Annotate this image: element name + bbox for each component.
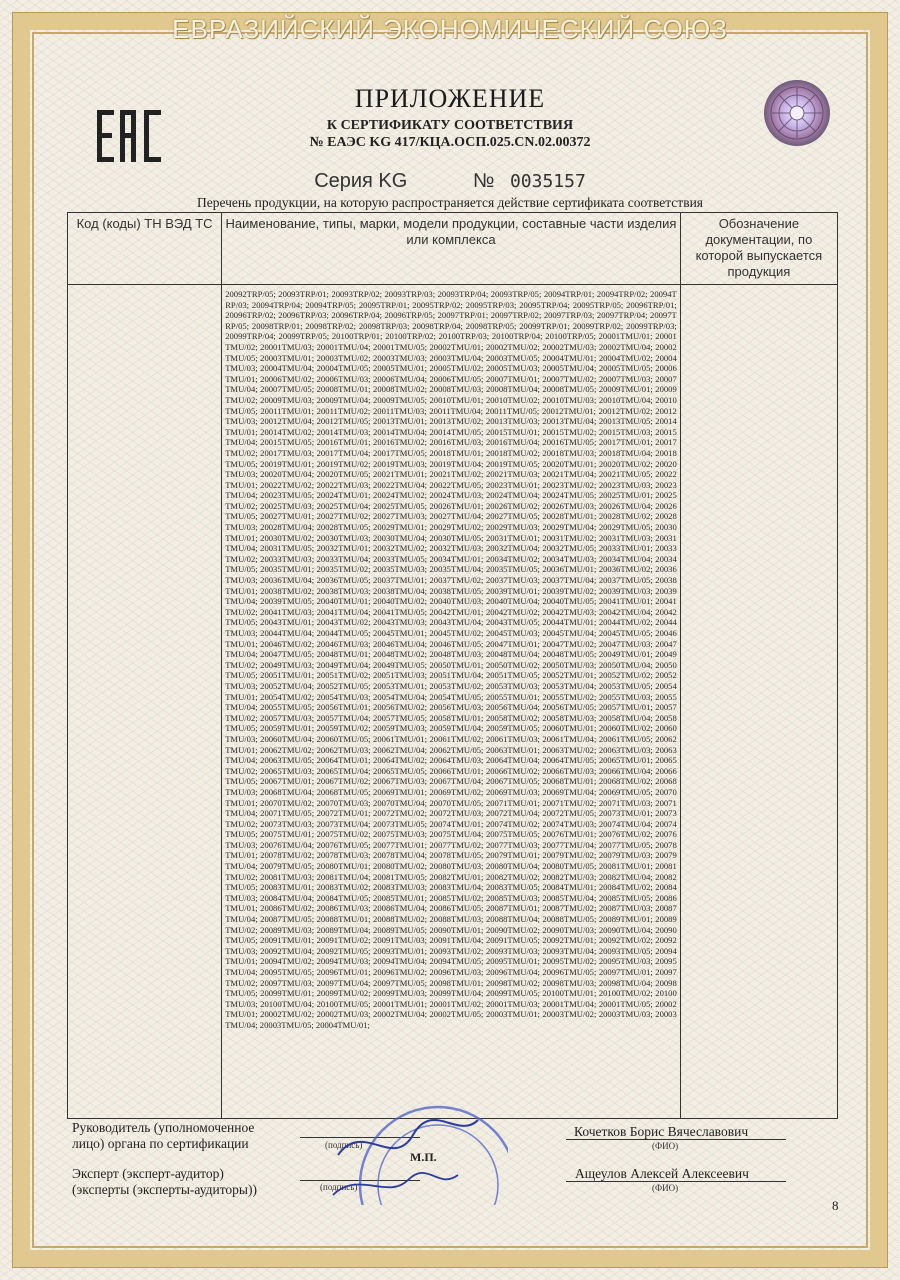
series-line (0, 170, 900, 193)
certificate-subtitle: К СЕРТИФИКАТУ СООТВЕТСТВИЯ (326, 118, 574, 133)
product-models-cell (222, 285, 681, 1119)
head-name-line (566, 1139, 786, 1140)
document-title: ПРИЛОЖЕНИЕ (354, 84, 546, 113)
expert-name-line (566, 1181, 786, 1182)
organization-stamp-icon (318, 1100, 508, 1205)
table-header-row (68, 213, 838, 285)
series-number: 0035157 (509, 171, 586, 192)
certificate-number: № ЕАЭС KG 417/КЦА.ОСП.025.CN.02.00372 (309, 135, 591, 150)
model-codes-text: 20092TRP/05; 20093TRP/01; 20093TRP/02; 20093TRP/03; 20093TRP/04; 20093TRP/05; 20094TRP/01; 20094TRP/02; 20094TRP/03; 20094TRP/04; 20094TRP/05; 20095TRP/01; 20095TRP/02; 20095TRP/03; 20095TRP/04; 20095TRP/05; 20096TRP/01; 20096TRP/02; 20096TRP/03; 20096TRP/04; 20096TRP/05; 20097TRP/01; 20097TRP/02; 20097TRP/03; 20097TRP/04; 20097TRP/05; 20098TRP/01; 20098TRP/02; 20098TRP/03; 20098TRP/04; 20098TRP/05; 20099TRP/01; 20099TRP/02; 20099TRP/03; 20099TRP/04; 20099TRP/05; 20100TRP/01; 20100TRP/02; 20100TRP/03; 20100TRP/04; 20100TRP/05; 20001TMU/01; 20001TMU/02; 20001TMU/03; 20001TMU/04; 20001TMU/05; 20002TMU/01; 20002TMU/02; 20002TMU/03; 20002TMU/04; 20002TMU/05; 20003TMU/01; 20003TMU/02; 20003TMU/03; 20003TMU/04; 20003TMU/05; 20004TMU/01; 20004TMU/02; 20004TMU/03; 20004TMU/04; 20004TMU/05; 20005TMU/01; 20005TMU/02; 20005TMU/03; 20005TMU/04; 20005TMU/05; 20006TMU/01; 20006TMU/02; 20006TMU/03; 20006TMU/04; 20006TMU/05; 20007TMU/01; 20007TMU/02; 20007TMU/03; 20007TMU/04; 20007TMU/05; 20008TMU/01; 20008TMU/02; 20008TMU/03; 20008TMU/04; 20008TMU/05; 20009TMU/01; 20009TMU/02; 20009TMU/03; 20009TMU/04; 20009TMU/05; 20010TMU/01; 20010TMU/02; 20010TMU/03; 20010TMU/04; 20010TMU/05; 20011TMU/01; 20011TMU/02; 20011TMU/03; 20011TMU/04; 20011TMU/05; 20012TMU/01; 20012TMU/02; 20012TMU/03; 20012TMU/04; 20012TMU/05; 20013TMU/01; 20013TMU/02; 20013TMU/03; 20013TMU/04; 20013TMU/05; 20014TMU/01; 20014TMU/02; 20014TMU/03; 20014TMU/04; 20014TMU/05; 20015TMU/01; 20015TMU/02; 20015TMU/03; 20015TMU/04; 20015TMU/05; 20016TMU/01; 20016TMU/02; 20016TMU/03; 20016TMU/04; 20016TMU/05; 20017TMU/01; 20017TMU/02; 20017TMU/03; 20017TMU/04; 20017TMU/05; 20018TMU/01; 20018TMU/02; 20018TMU/03; 20018TMU/04; 20018TMU/05; 20019TMU/01; 20019TMU/02; 20019TMU/03; 20019TMU/04; 20019TMU/05; 20020TMU/01; 20020TMU/02; 20020TMU/03; 20020TMU/04; 20020TMU/05; 20021TMU/01; 20021TMU/02; 20021TMU/03; 20021TMU/04; 20021TMU/05; 20022TMU/01; 20022TMU/02; 20022TMU/03; 20022TMU/04; 20022TMU/05; 20023TMU/01; 20023TMU/02; 20023TMU/03; 20023TMU/04; 20023TMU/05; 20024TMU/01; 20024TMU/02; 20024TMU/03; 20024TMU/04; 20024TMU/05; 20025TMU/01; 20025TMU/02; 20025TMU/03; 20025TMU/04; 20025TMU/05; 20026TMU/01; 20026TMU/02; 20026TMU/03; 20026TMU/04; 20026TMU/05; 20027TMU/01; 20027TMU/02; 20027TMU/03; 20027TMU/04; 20027TMU/05; 20028TMU/01; 20028TMU/02; 20028TMU/03; 20028TMU/04; 20028TMU/05; 20029TMU/01; 20029TMU/02; 20029TMU/03; 20029TMU/04; 20029TMU/05; 20030TMU/01; 20030TMU/02; 20030TMU/03; 20030TMU/04; 20030TMU/05; 20031TMU/01; 20031TMU/02; 20031TMU/03; 20031TMU/04; 20031TMU/05; 20032TMU/01; 20032TMU/02; 20032TMU/03; 20032TMU/04; 20032TMU/05; 20033TMU/01; 20033TMU/02; 20033TMU/03; 20033TMU/04; 20033TMU/05; 20034TMU/01; 20034TMU/02; 20034TMU/03; 20034TMU/04; 20034TMU/05; 20035TMU/01; 20035TMU/02; 20035TMU/03; 20035TMU/04; 20035TMU/05; 20036TMU/01; 20036TMU/02; 20036TMU/03; 20036TMU/04; 20036TMU/05; 20037TMU/01; 20037TMU/02; 20037TMU/03; 20037TMU/04; 20037TMU/05; 20038TMU/01; 20038TMU/02; 20038TMU/03; 20038TMU/04; 20038TMU/05; 20039TMU/01; 20039TMU/02; 20039TMU/03; 20039TMU/04; 20039TMU/05; 20040TMU/01; 20040TMU/02; 20040TMU/03; 20040TMU/04; 20040TMU/05; 20041TMU/01; 20041TMU/02; 20041TMU/03; 20041TMU/04; 20041TMU/05; 20042TMU/01; 20042TMU/02; 20042TMU/03; 20042TMU/04; 20042TMU/05; 20043TMU/01; 20043TMU/02; 20043TMU/03; 20043TMU/04; 20043TMU/05; 20044TMU/01; 20044TMU/02; 20044TMU/03; 20044TMU/04; 20044TMU/05; 20045TMU/01; 20045TMU/02; 20045TMU/03; 20045TMU/04; 20045TMU/05; 20046TMU/01; 20046TMU/02; 20046TMU/03; 20046TMU/04; 20046TMU/05; 20047TMU/01; 20047TMU/02; 20047TMU/03; 20047TMU/04; 20047TMU/05; 20048TMU/01; 20048TMU/02; 20048TMU/03; 20048TMU/04; 20048TMU/05; 20049TMU/01; 20049TMU/02; 20049TMU/03; 20049TMU/04; 20049TMU/05; 20050TMU/01; 20050TMU/02; 20050TMU/03; 20050TMU/04; 20050TMU/05; 20051TMU/01; 20051TMU/02; 20051TMU/03; 20051TMU/04; 20051TMU/05; 20052TMU/01; 20052TMU/02; 20052TMU/03; 20052TMU/04; 20052TMU/05; 20053TMU/01; 20053TMU/02; 20053TMU/03; 20053TMU/04; 20053TMU/05; 20054TMU/01; 20054TMU/02; 20054TMU/03; 20054TMU/04; 20054TMU/05; 20055TMU/01; 20055TMU/02; 20055TMU/03; 20055TMU/04; 20055TMU/05; 20056TMU/01; 20056TMU/02; 20056TMU/03; 20056TMU/04; 20056TMU/05; 20057TMU/01; 20057TMU/02; 20057TMU/03; 20057TMU/04; 20057TMU/05; 20058TMU/01; 20058TMU/02; 20058TMU/03; 20058TMU/04; 20058TMU/05; 20059TMU/01; 20059TMU/02; 20059TMU/03; 20059TMU/04; 20059TMU/05; 20060TMU/01; 20060TMU/02; 20060TMU/03; 20060TMU/04; 20060TMU/05; 20061TMU/01; 20061TMU/02; 20061TMU/03; 20061TMU/04; 20061TMU/05; 20062TMU/01; 20062TMU/02; 20062TMU/03; 20062TMU/04; 20062TMU/05; 20063TMU/01; 20063TMU/02; 20063TMU/03; 20063TMU/04; 20063TMU/05; 20064TMU/01; 20064TMU/02; 20064TMU/03; 20064TMU/04; 20064TMU/05; 20065TMU/01; 20065TMU/02; 20065TMU/03; 20065TMU/04; 20065TMU/05; 20066TMU/01; 20066TMU/02; 20066TMU/03; 20066TMU/04; 20066TMU/05; 20067TMU/01; 20067TMU/02; 20067TMU/03; 20067TMU/04; 20067TMU/05; 20068TMU/01; 20068TMU/02; 20068TMU/03; 20068TMU/04; 20068TMU/05; 20069TMU/01; 20069TMU/02; 20069TMU/03; 20069TMU/04; 20069TMU/05; 20070TMU/01; 20070TMU/02; 20070TMU/03; 20070TMU/04; 20070TMU/05; 20071TMU/01; 20071TMU/02; 20071TMU/03; 20071TMU/04; 20071TMU/05; 20072TMU/01; 20072TMU/02; 20072TMU/03; 20072TMU/04; 20072TMU/05; 20073TMU/01; 20073TMU/02; 20073TMU/03; 20073TMU/04; 20073TMU/05; 20074TMU/01; 20074TMU/02; 20074TMU/03; 20074TMU/04; 20074TMU/05; 20075TMU/01; 20075TMU/02; 20075TMU/03; 20075TMU/04; 20075TMU/05; 20076TMU/01; 20076TMU/02; 20076TMU/03; 20076TMU/04; 20076TMU/05; 20077TMU/01; 20077TMU/02; 20077TMU/03; 20077TMU/04; 20077TMU/05; 20078TMU/01; 20078TMU/02; 20078TMU/03; 20078TMU/04; 20078TMU/05; 20079TMU/01; 20079TMU/02; 20079TMU/03; 20079TMU/04; 20079TMU/05; 20080TMU/01; 20080TMU/02; 20080TMU/03; 20080TMU/04; 20080TMU/05; 20081TMU/01; 20081TMU/02; 20081TMU/03; 20081TMU/04; 20081TMU/05; 20082TMU/01; 20082TMU/02; 20082TMU/03; 20082TMU/04; 20082TMU/05; 20083TMU/01; 20083TMU/02; 20083TMU/03; 20083TMU/04; 20083TMU/05; 20084TMU/01; 20084TMU/02; 20084TMU/03; 20084TMU/04; 20084TMU/05; 20085TMU/01; 20085TMU/02; 20085TMU/03; 20085TMU/04; 20085TMU/05; 20086TMU/01; 20086TMU/02; 20086TMU/03; 20086TMU/04; 20086TMU/05; 20087TMU/01; 20087TMU/02; 20087TMU/03; 20087TMU/04; 20087TMU/05; 20088TMU/01; 20088TMU/02; 20088TMU/03; 20088TMU/04; 20088TMU/05; 20089TMU/01; 20089TMU/02; 20089TMU/03; 20089TMU/04; 20089TMU/05; 20090TMU/01; 20090TMU/02; 20090TMU/03; 20090TMU/04; 20090TMU/05; 20091TMU/01; 20091TMU/02; 20091TMU/03; 20091TMU/04; 20091TMU/05; 20092TMU/01; 20092TMU/02; 20092TMU/03; 20092TMU/04; 20092TMU/05; 20093TMU/01; 20093TMU/02; 20093TMU/03; 20093TMU/04; 20093TMU/05; 20094TMU/01; 20094TMU/02; 20094TMU/03; 20094TMU/04; 20094TMU/05; 20095TMU/01; 20095TMU/02; 20095TMU/03; 20095TMU/04; 20095TMU/05; 20096TMU/01; 20096TMU/02; 20096TMU/03; 20096TMU/04; 20096TMU/05; 20097TMU/01; 20097TMU/02; 20097TMU/03; 20097TMU/04; 20097TMU/05; 20098TMU/01; 20098TMU/02; 20098TMU/03; 20098TMU/04; 20098TMU/05; 20099TMU/01; 20099TMU/02; 20099TMU/03; 20099TMU/04; 20099TMU/05; 20100TMU/01; 20100TMU/02; 20100TMU/03; 20100TMU/04; 20100TMU/05; 20001TMU/01; 20001TMU/02; 20001TMU/03; 20001TMU/04; 20001TMU/05; 20002TMU/01; 20002TMU/02; 20002TMU/03; 20002TMU/04; 20002TMU/05; 20003TMU/01; 20003TMU/02; 20003TMU/03; 20003TMU/04; 20003TMU/05; 20004TMU/01; (225, 289, 677, 1030)
product-table (67, 212, 838, 1119)
expert-name: Ащеулов Алексей Алексеевич (575, 1166, 749, 1181)
number-sign: № (472, 170, 495, 192)
hs-code-cell (68, 285, 222, 1119)
head-label-1: Руководитель (уполномоченное (72, 1120, 255, 1135)
table-row (68, 285, 838, 1119)
hs-code-header: Код (коды) ТН ВЭД ТС (68, 213, 222, 285)
head-name: Кочетков Борис Вячеславович (574, 1124, 749, 1139)
head-label-2: лицо) органа по сертификации (72, 1136, 249, 1151)
list-heading: Перечень продукции, на которую распространяется действие сертификата соответствия (196, 195, 704, 210)
expert-label-1: Эксперт (эксперт-аудитор) (72, 1166, 224, 1181)
head-sign-caption: (подпись) (325, 1140, 363, 1150)
expert-label-2: (эксперты (эксперты-аудиторы)) (72, 1182, 257, 1197)
union-banner: ЕВРАЗИЙСКИЙ ЭКОНОМИЧЕСКИЙ СОЮЗ (172, 14, 728, 44)
documentation-cell (680, 285, 837, 1119)
expert-sign-caption: (подпись) (320, 1182, 358, 1192)
seal-place-mark: М.П. (410, 1150, 437, 1164)
head-name-caption: (ФИО) (652, 1141, 679, 1151)
documentation-header: Обозначение документации, по которой выпускается продукция (680, 213, 837, 285)
series-label: Серия KG (314, 170, 408, 192)
expert-name-caption: (ФИО) (652, 1183, 679, 1193)
product-name-header: Наименование, типы, марки, модели продукции, составные части изделия или комплекса (222, 213, 681, 285)
page-number: 8 (832, 1198, 839, 1213)
